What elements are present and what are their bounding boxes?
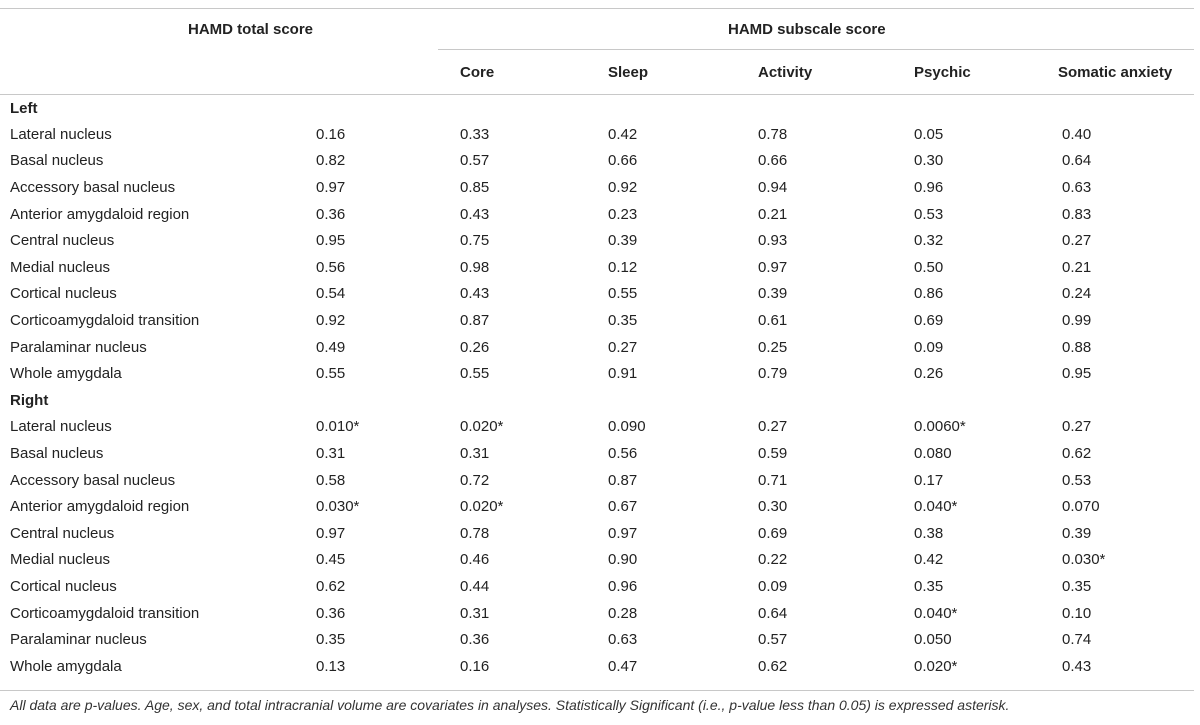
results-table (0, 8, 1194, 680)
cell-activity: 0.27 (758, 418, 788, 436)
cell-psychic: 0.020* (914, 657, 958, 675)
row-label: Central nucleus (10, 524, 115, 542)
table-row (0, 626, 1194, 653)
cell-psychic: 0.0060* (914, 418, 966, 436)
cell-activity: 0.39 (758, 285, 788, 303)
cell-somatic-anxiety: 0.83 (1062, 205, 1092, 223)
cell-core: 0.75 (460, 232, 490, 250)
table-row (0, 121, 1194, 148)
cell-sleep: 0.67 (608, 498, 638, 516)
header-psychic: Psychic (890, 50, 1032, 95)
cell-core: 0.020* (460, 418, 504, 436)
cell-activity: 0.21 (758, 205, 788, 223)
cell-somatic-anxiety: 0.99 (1062, 312, 1092, 330)
cell-total: 0.58 (316, 471, 346, 489)
table-row (0, 334, 1194, 361)
row-label: Lateral nucleus (10, 125, 112, 143)
table-row (0, 440, 1194, 467)
cell-sleep: 0.090 (608, 418, 646, 436)
cell-sleep: 0.87 (608, 471, 638, 489)
table-row (0, 493, 1194, 520)
cell-somatic-anxiety: 0.43 (1062, 657, 1092, 675)
cell-psychic: 0.96 (914, 179, 944, 197)
cell-total: 0.82 (316, 152, 346, 170)
header-row-columns (0, 50, 1194, 95)
cell-somatic-anxiety: 0.62 (1062, 445, 1092, 463)
section-row-right (0, 387, 1194, 414)
cell-core: 0.020* (460, 498, 504, 516)
cell-core: 0.44 (460, 577, 490, 595)
row-label: Whole amygdala (10, 657, 122, 675)
cell-sleep: 0.47 (608, 657, 638, 675)
cell-activity: 0.97 (758, 258, 788, 276)
table-row (0, 174, 1194, 201)
table-row (0, 653, 1194, 680)
cell-psychic: 0.38 (914, 524, 944, 542)
header-somatic-anxiety: Somatic anxiety (1032, 50, 1194, 95)
row-label: Corticoamygdaloid transition (10, 312, 200, 330)
cell-activity: 0.30 (758, 498, 788, 516)
cell-activity: 0.64 (758, 604, 788, 622)
cell-somatic-anxiety: 0.95 (1062, 365, 1092, 383)
header-subscale-score: HAMD subscale score (438, 9, 1194, 50)
cell-sleep: 0.28 (608, 604, 638, 622)
row-label: Paralaminar nucleus (10, 631, 147, 649)
cell-sleep: 0.27 (608, 338, 638, 356)
header-blank-label (0, 50, 310, 95)
cell-total: 0.13 (316, 657, 346, 675)
cell-core: 0.31 (460, 604, 490, 622)
cell-core: 0.31 (460, 445, 490, 463)
cell-somatic-anxiety: 0.27 (1062, 418, 1092, 436)
cell-sleep: 0.91 (608, 365, 638, 383)
header-total-score: HAMD total score (0, 9, 438, 50)
cell-total: 0.030* (316, 498, 360, 516)
cell-somatic-anxiety: 0.27 (1062, 232, 1092, 250)
cell-sleep: 0.42 (608, 125, 638, 143)
cell-activity: 0.71 (758, 471, 788, 489)
cell-psychic: 0.09 (914, 338, 944, 356)
row-label: Anterior amygdaloid region (10, 205, 190, 223)
table-row (0, 281, 1194, 308)
cell-psychic: 0.32 (914, 232, 944, 250)
row-label: Corticoamygdaloid transition (10, 604, 200, 622)
cell-total: 0.95 (316, 232, 346, 250)
cell-psychic: 0.050 (914, 631, 952, 649)
cell-sleep: 0.55 (608, 285, 638, 303)
cell-core: 0.43 (460, 285, 490, 303)
cell-sleep: 0.90 (608, 551, 638, 569)
cell-psychic: 0.86 (914, 285, 944, 303)
row-label: Whole amygdala (10, 365, 122, 383)
cell-total: 0.31 (316, 445, 346, 463)
table-footnote: All data are p-values. Age, sex, and total intracranial volume are covariates in analyses. Statistically Significant (i.e., p-value less than 0.05) is expressed asterisk. (10, 697, 1010, 713)
table-row (0, 520, 1194, 547)
cell-psychic: 0.080 (914, 445, 952, 463)
cell-core: 0.87 (460, 312, 490, 330)
cell-total: 0.56 (316, 258, 346, 276)
cell-core: 0.55 (460, 365, 490, 383)
row-label: Paralaminar nucleus (10, 338, 147, 356)
row-label: Lateral nucleus (10, 418, 112, 436)
cell-somatic-anxiety: 0.35 (1062, 577, 1092, 595)
cell-sleep: 0.97 (608, 524, 638, 542)
cell-somatic-anxiety: 0.39 (1062, 524, 1092, 542)
cell-total: 0.36 (316, 604, 346, 622)
cell-somatic-anxiety: 0.21 (1062, 258, 1092, 276)
section-title: Right (10, 391, 49, 409)
row-label: Cortical nucleus (10, 285, 117, 303)
table-row (0, 360, 1194, 387)
cell-activity: 0.69 (758, 524, 788, 542)
cell-somatic-anxiety: 0.030* (1062, 551, 1106, 569)
row-label: Medial nucleus (10, 258, 111, 276)
header-sleep: Sleep (586, 50, 736, 95)
cell-somatic-anxiety: 0.24 (1062, 285, 1092, 303)
cell-total: 0.92 (316, 312, 346, 330)
cell-psychic: 0.53 (914, 205, 944, 223)
table-row (0, 600, 1194, 627)
cell-activity: 0.25 (758, 338, 788, 356)
table-row (0, 467, 1194, 494)
cell-somatic-anxiety: 0.070 (1062, 498, 1100, 516)
cell-core: 0.57 (460, 152, 490, 170)
cell-psychic: 0.17 (914, 471, 944, 489)
cell-somatic-anxiety: 0.74 (1062, 631, 1092, 649)
row-label: Basal nucleus (10, 152, 104, 170)
cell-total: 0.55 (316, 365, 346, 383)
cell-psychic: 0.30 (914, 152, 944, 170)
cell-somatic-anxiety: 0.10 (1062, 604, 1092, 622)
cell-total: 0.010* (316, 418, 360, 436)
cell-sleep: 0.12 (608, 258, 638, 276)
row-label: Cortical nucleus (10, 577, 117, 595)
cell-somatic-anxiety: 0.63 (1062, 179, 1092, 197)
cell-total: 0.49 (316, 338, 346, 356)
table-row (0, 201, 1194, 228)
row-label: Accessory basal nucleus (10, 179, 176, 197)
cell-somatic-anxiety: 0.88 (1062, 338, 1092, 356)
cell-activity: 0.78 (758, 125, 788, 143)
table-row (0, 547, 1194, 574)
cell-core: 0.43 (460, 205, 490, 223)
table-row (0, 227, 1194, 254)
cell-activity: 0.09 (758, 577, 788, 595)
cell-activity: 0.57 (758, 631, 788, 649)
cell-psychic: 0.05 (914, 125, 944, 143)
cell-sleep: 0.92 (608, 179, 638, 197)
cell-somatic-anxiety: 0.64 (1062, 152, 1092, 170)
cell-psychic: 0.42 (914, 551, 944, 569)
cell-activity: 0.94 (758, 179, 788, 197)
cell-psychic: 0.69 (914, 312, 944, 330)
cell-core: 0.33 (460, 125, 490, 143)
cell-total: 0.62 (316, 577, 346, 595)
cell-psychic: 0.50 (914, 258, 944, 276)
table-row (0, 307, 1194, 334)
row-label: Central nucleus (10, 232, 115, 250)
header-row-top (0, 9, 1194, 50)
cell-sleep: 0.96 (608, 577, 638, 595)
cell-activity: 0.62 (758, 657, 788, 675)
header-blank-total (310, 50, 438, 95)
cell-core: 0.98 (460, 258, 490, 276)
section-title: Left (10, 99, 38, 117)
row-label: Anterior amygdaloid region (10, 498, 190, 516)
cell-activity: 0.59 (758, 445, 788, 463)
cell-core: 0.26 (460, 338, 490, 356)
cell-sleep: 0.56 (608, 445, 638, 463)
cell-sleep: 0.23 (608, 205, 638, 223)
cell-activity: 0.79 (758, 365, 788, 383)
cell-core: 0.78 (460, 524, 490, 542)
cell-activity: 0.61 (758, 312, 788, 330)
cell-core: 0.16 (460, 657, 490, 675)
cell-total: 0.97 (316, 179, 346, 197)
cell-total: 0.16 (316, 125, 346, 143)
row-label: Basal nucleus (10, 445, 104, 463)
cell-sleep: 0.63 (608, 631, 638, 649)
section-row-left (0, 95, 1194, 122)
table-row (0, 148, 1194, 175)
cell-total: 0.35 (316, 631, 346, 649)
row-label: Medial nucleus (10, 551, 111, 569)
cell-sleep: 0.66 (608, 152, 638, 170)
cell-psychic: 0.040* (914, 498, 958, 516)
cell-total: 0.45 (316, 551, 346, 569)
header-activity: Activity (736, 50, 890, 95)
cell-core: 0.85 (460, 179, 490, 197)
cell-psychic: 0.040* (914, 604, 958, 622)
cell-somatic-anxiety: 0.40 (1062, 125, 1092, 143)
cell-core: 0.46 (460, 551, 490, 569)
footnote-divider (0, 690, 1194, 691)
cell-total: 0.97 (316, 524, 346, 542)
cell-total: 0.36 (316, 205, 346, 223)
cell-core: 0.36 (460, 631, 490, 649)
cell-core: 0.72 (460, 471, 490, 489)
table-row (0, 573, 1194, 600)
cell-psychic: 0.35 (914, 577, 944, 595)
cell-somatic-anxiety: 0.53 (1062, 471, 1092, 489)
cell-sleep: 0.35 (608, 312, 638, 330)
table-row (0, 414, 1194, 441)
cell-activity: 0.66 (758, 152, 788, 170)
header-core: Core (438, 50, 586, 95)
cell-activity: 0.93 (758, 232, 788, 250)
cell-sleep: 0.39 (608, 232, 638, 250)
cell-total: 0.54 (316, 285, 346, 303)
row-label: Accessory basal nucleus (10, 471, 176, 489)
table-row (0, 254, 1194, 281)
table-body (0, 95, 1194, 680)
cell-activity: 0.22 (758, 551, 788, 569)
cell-psychic: 0.26 (914, 365, 944, 383)
